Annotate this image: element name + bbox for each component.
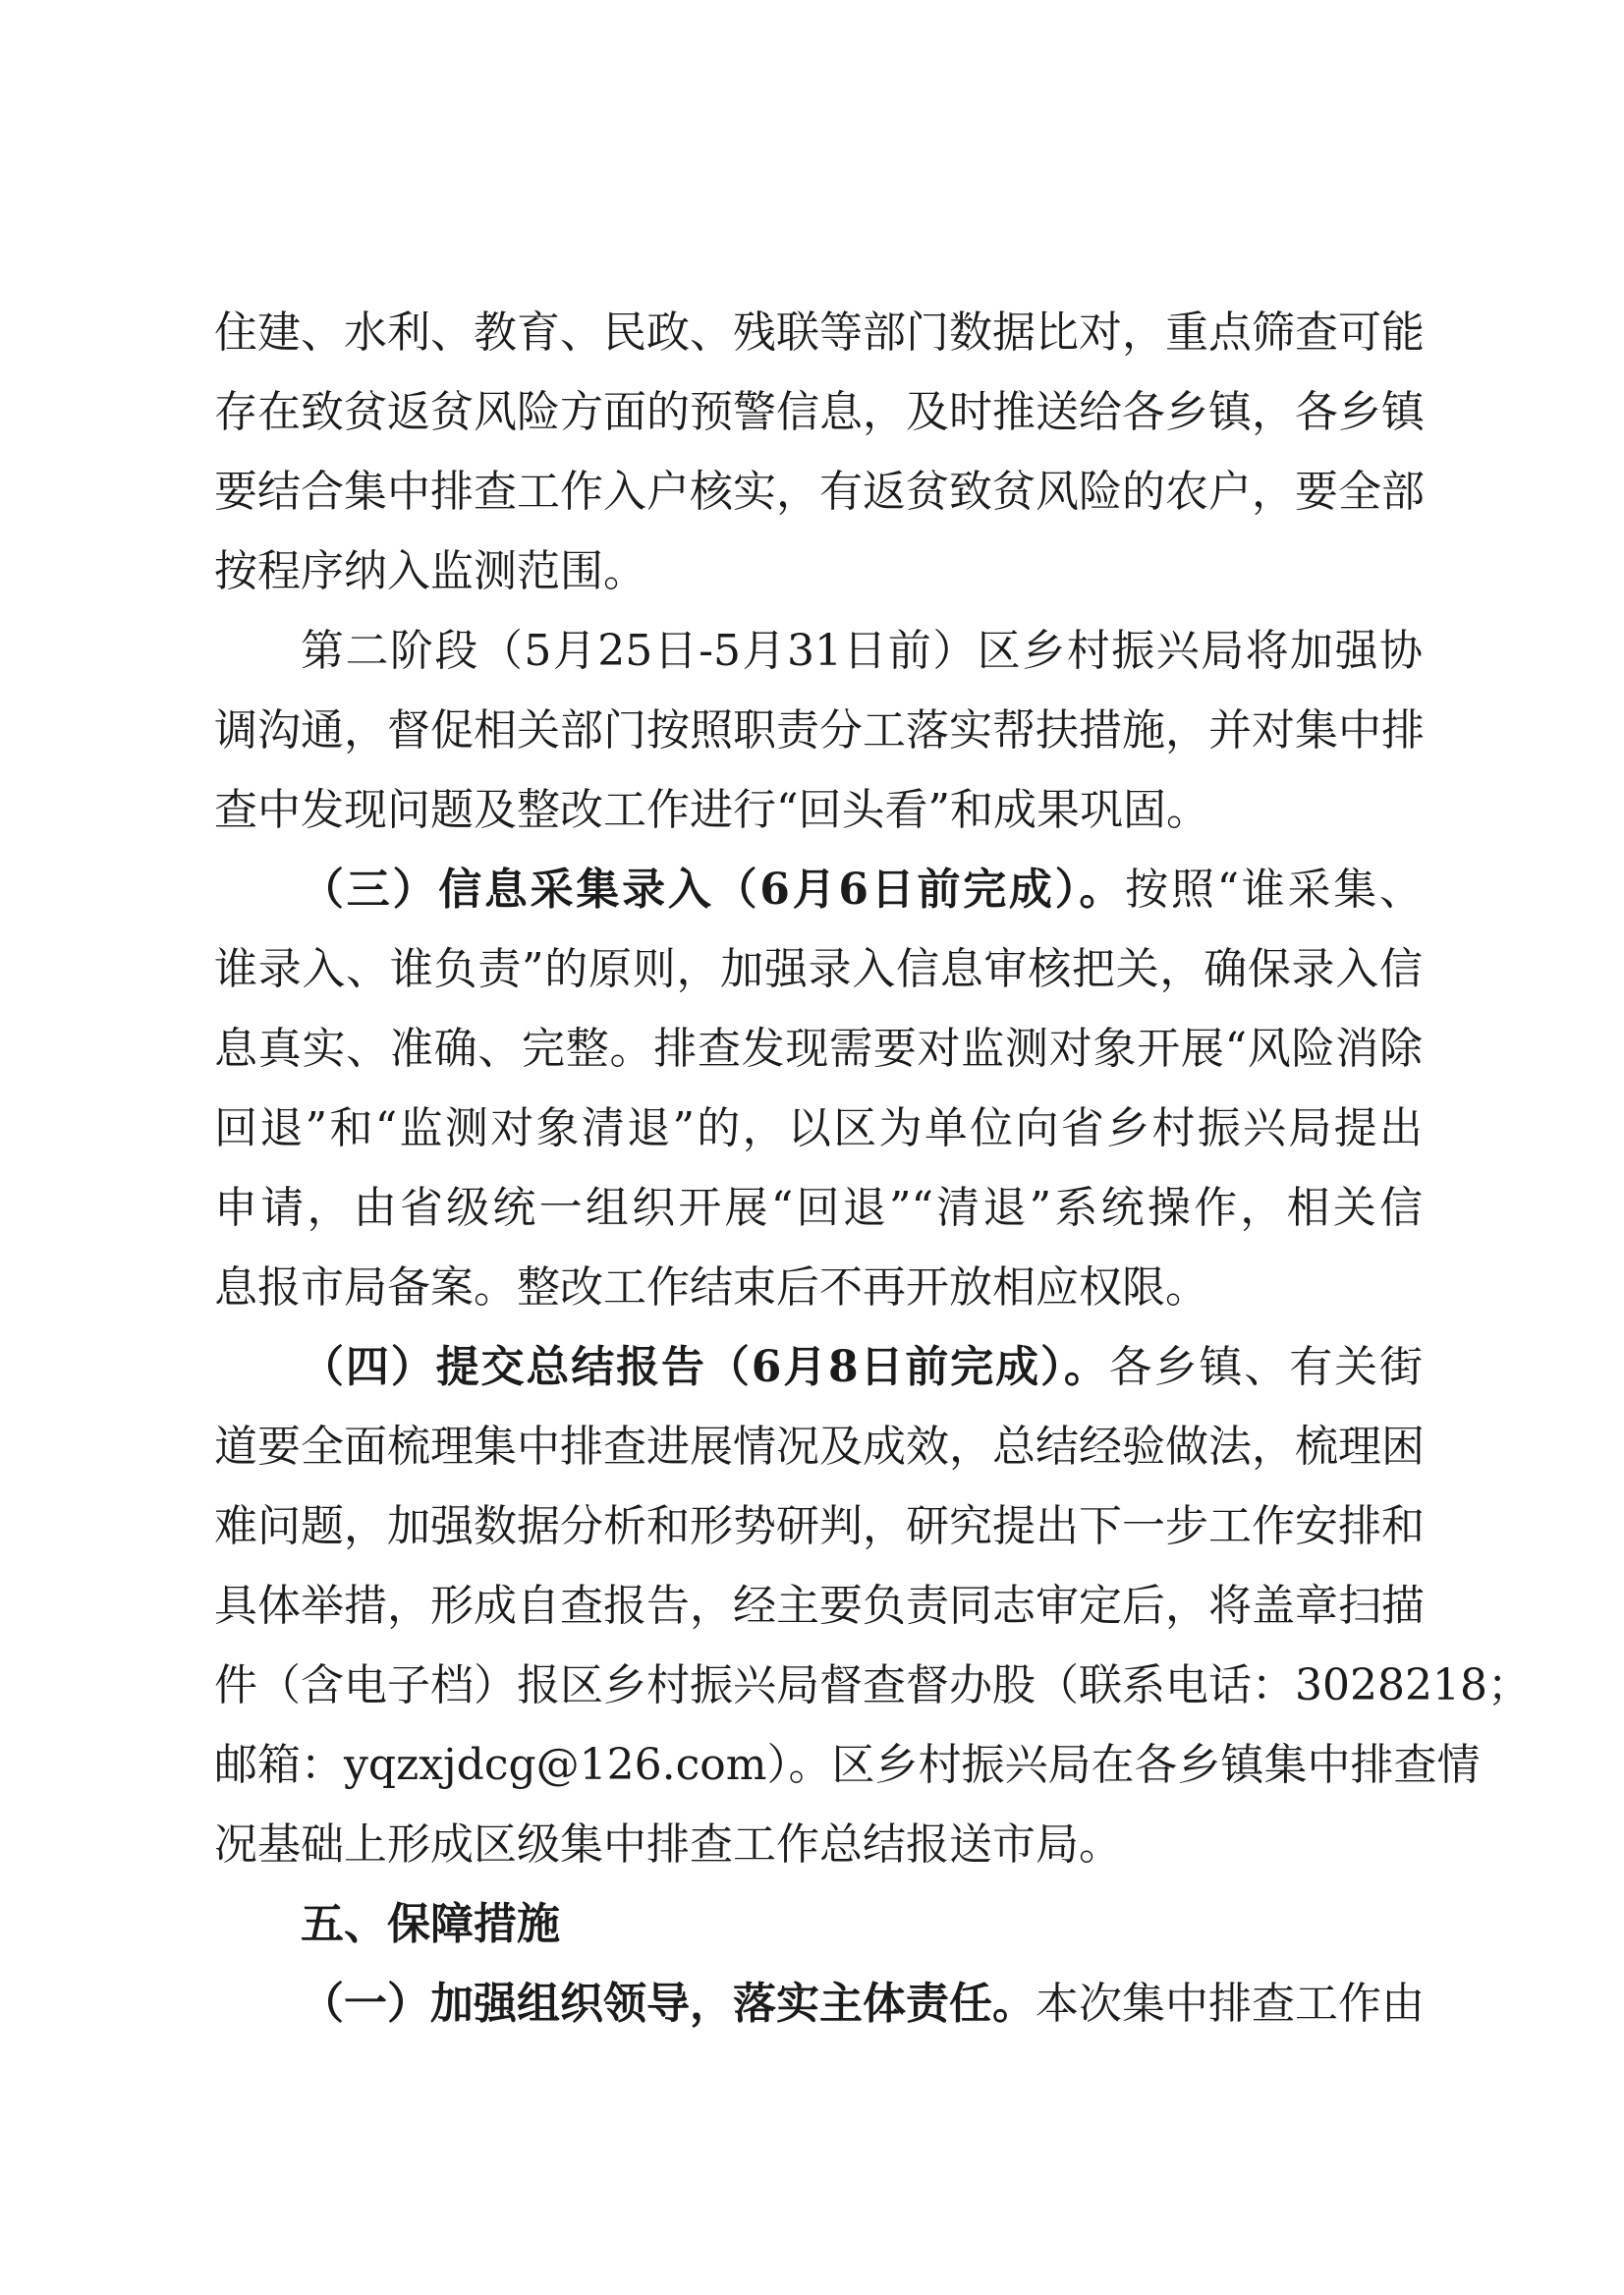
subsection-title: （四）提交总结报告（6月8日前完成）。 bbox=[301, 1342, 1109, 1392]
paragraph-line: 申请，由省级统一组织开展“回退”“清退”系统操作，相关信 bbox=[214, 1183, 1423, 1233]
paragraph-line: 要结合集中排查工作入户核实，有返贫致贫风险的农户，要全部 bbox=[214, 467, 1425, 517]
paragraph-line: 按程序纳入监测范围。 bbox=[214, 546, 646, 596]
paragraph-line: 息报市局备案。整改工作结束后不再开放相应权限。 bbox=[214, 1262, 1208, 1313]
paragraph-line: 查中发现问题及整改工作进行“回头看”和成果巩固。 bbox=[214, 785, 1209, 835]
paragraph-line: 回退”和“监测对象清退”的，以区为单位向省乡村振兴局提出 bbox=[214, 1103, 1423, 1153]
paragraph-line: 难问题，加强数据分析和形势研判，研究提出下一步工作安排和 bbox=[214, 1501, 1425, 1551]
paragraph-line: 住建、水利、教育、民政、残联等部门数据比对，重点筛查可能 bbox=[214, 308, 1425, 358]
paragraph-text: 各乡镇、有关街 bbox=[1108, 1342, 1424, 1392]
paragraph-line: 况基础上形成区级集中排查工作总结报送市局。 bbox=[214, 1819, 1122, 1870]
paragraph-line: 道要全面梳理集中排查进展情况及成效，总结经验做法，梳理困 bbox=[214, 1422, 1425, 1472]
paragraph-line: 邮箱：yqzxjdcg@126.com）。区乡村振兴局在各乡镇集中排查情 bbox=[214, 1740, 1481, 1790]
paragraph-line: 件（含电子档）报区乡村振兴局督查督办股（联系电话：3028218； bbox=[214, 1660, 1531, 1710]
paragraph-line: 存在致贫返贫风险方面的预警信息，及时推送给各乡镇，各乡镇 bbox=[214, 387, 1425, 437]
paragraph-text: 本次集中排查工作由 bbox=[1036, 1979, 1425, 2029]
document-body bbox=[214, 293, 1531, 2043]
section-heading-line bbox=[214, 1964, 1423, 2043]
section-heading-line bbox=[214, 850, 1423, 929]
paragraph-line: 第二阶段（5月25日-5月31日前）区乡村振兴局将加强协 bbox=[301, 626, 1423, 676]
section-heading-line bbox=[214, 1327, 1423, 1407]
paragraph-line: 息真实、准确、完整。排查发现需要对监测对象开展“风险消除 bbox=[214, 1024, 1423, 1074]
paragraph-line: 谁录入、谁负责”的原则，加强录入信息审核把关，确保录入信 bbox=[214, 944, 1423, 994]
section-heading: 五、保障措施 bbox=[301, 1899, 560, 1949]
subsection-title: （三）信息采集录入（6月6日前完成）。 bbox=[301, 865, 1126, 915]
paragraph-text: 按照“谁采集、 bbox=[1125, 865, 1424, 915]
subsection-title: （一）加强组织领导，落实主体责任。 bbox=[301, 1979, 1036, 2029]
paragraph-line: 具体举措，形成自查报告，经主要负责同志审定后，将盖章扫描 bbox=[214, 1581, 1425, 1631]
paragraph-line: 调沟通，督促相关部门按照职责分工落实帮扶措施，并对集中排 bbox=[214, 705, 1425, 756]
